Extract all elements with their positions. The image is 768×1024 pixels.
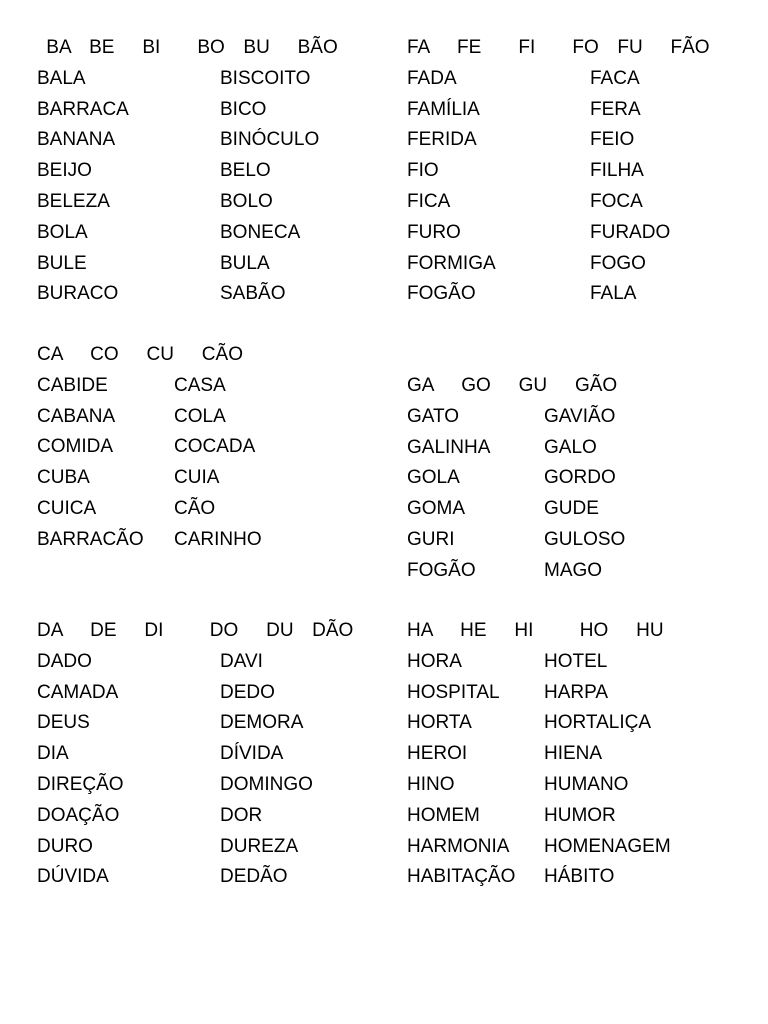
- word: DOR: [220, 804, 263, 826]
- word-row: [407, 708, 737, 739]
- word: BICO: [220, 98, 267, 120]
- section-b: [37, 33, 367, 310]
- word: BISCOITO: [220, 67, 311, 89]
- word-row: [37, 647, 367, 678]
- word: SABÃO: [220, 283, 286, 305]
- word: FIO: [407, 160, 439, 182]
- word: FURADO: [590, 221, 671, 243]
- section-h: [407, 616, 737, 893]
- word: HOTEL: [544, 650, 608, 672]
- word: DUREZA: [220, 835, 299, 857]
- word: FAMÍLIA: [407, 98, 480, 120]
- word: CUIA: [174, 467, 220, 489]
- word-row: [37, 862, 367, 893]
- word: HIENA: [544, 743, 603, 765]
- word: CAMADA: [37, 681, 119, 703]
- word-row: [407, 801, 737, 832]
- word-row: [37, 402, 367, 433]
- word-row: [407, 494, 737, 525]
- word-row: [37, 187, 367, 218]
- word: DÚVIDA: [37, 866, 109, 888]
- word: GOLA: [407, 467, 460, 489]
- word: CUBA: [37, 467, 90, 489]
- word-row: [37, 95, 367, 126]
- word-row: [407, 95, 737, 126]
- word: FADA: [407, 67, 457, 89]
- word: GALINHA: [407, 436, 491, 458]
- word: DAVI: [220, 650, 263, 672]
- section-f: [407, 33, 737, 310]
- section-header: [407, 616, 737, 647]
- word: DOAÇÃO: [37, 804, 120, 826]
- word-row: [37, 64, 367, 95]
- syllables-header: FA FE FI FO FU FÃO: [407, 37, 710, 58]
- word: BANANA: [37, 129, 116, 151]
- word-row: [407, 862, 737, 893]
- word: DIREÇÃO: [37, 773, 124, 795]
- word: GAVIÃO: [544, 405, 616, 427]
- word: BARRACA: [37, 98, 129, 120]
- word-row: [407, 770, 737, 801]
- word: BEIJO: [37, 160, 92, 182]
- word: DÍVIDA: [220, 743, 284, 765]
- word: HABITAÇÃO: [407, 866, 516, 888]
- word: DEDO: [220, 681, 275, 703]
- word: HINO: [407, 773, 455, 795]
- word: FALA: [590, 283, 637, 305]
- word: FORMIGA: [407, 252, 496, 274]
- word-row: [407, 678, 737, 709]
- word-row: [407, 249, 737, 280]
- word: MAGO: [544, 559, 603, 581]
- word: DIA: [37, 743, 69, 765]
- word: CABANA: [37, 405, 116, 427]
- word-row: [407, 556, 737, 587]
- word: GORDO: [544, 467, 616, 489]
- section-g: [407, 371, 737, 587]
- word-row: [37, 494, 367, 525]
- word: GULOSO: [544, 528, 626, 550]
- word: HUMANO: [544, 773, 629, 795]
- word: FOCA: [590, 190, 643, 212]
- word-row: [37, 525, 367, 556]
- word: GALO: [544, 436, 597, 458]
- word: HARMONIA: [407, 835, 510, 857]
- word-row: [37, 463, 367, 494]
- word: FEIO: [590, 129, 635, 151]
- word: CABIDE: [37, 374, 108, 396]
- word-row: [37, 678, 367, 709]
- word-row: [37, 249, 367, 280]
- word-row: [37, 279, 367, 310]
- word: DADO: [37, 650, 92, 672]
- word: CUICA: [37, 497, 97, 519]
- word-row: [37, 770, 367, 801]
- word: BALA: [37, 67, 86, 89]
- word: BONECA: [220, 221, 301, 243]
- word: CÃO: [174, 497, 216, 519]
- word: COLA: [174, 405, 226, 427]
- word-row: [407, 125, 737, 156]
- word: FICA: [407, 190, 451, 212]
- word: BURACO: [37, 283, 119, 305]
- word: HARPA: [544, 681, 609, 703]
- word: FOGÃO: [407, 559, 476, 581]
- word: HEROI: [407, 743, 468, 765]
- word: HORTALIÇA: [544, 712, 651, 734]
- word-row: [407, 402, 737, 433]
- word-row: [37, 156, 367, 187]
- word: BULA: [220, 252, 270, 274]
- word-row: [407, 647, 737, 678]
- word: COMIDA: [37, 436, 113, 458]
- section-d: [37, 616, 367, 893]
- word-row: [37, 739, 367, 770]
- word: DOMINGO: [220, 773, 313, 795]
- word: HÁBITO: [544, 866, 615, 888]
- word-row: [37, 708, 367, 739]
- syllables-header: BA BE BI BO BU BÃO: [37, 37, 338, 58]
- word: HORTA: [407, 712, 472, 734]
- word: FOGO: [590, 252, 646, 274]
- syllables-header: CA CO CU CÃO: [37, 344, 243, 365]
- word-row: [37, 832, 367, 863]
- word-row: [407, 433, 737, 464]
- word: HORA: [407, 650, 462, 672]
- word-row: [407, 463, 737, 494]
- section-header: [407, 371, 737, 402]
- word: DURO: [37, 835, 93, 857]
- word: FILHA: [590, 160, 644, 182]
- word: BINÓCULO: [220, 129, 320, 151]
- syllables-header: HA HE HI HO HU: [407, 620, 664, 641]
- word: GURI: [407, 528, 455, 550]
- word-row: [37, 371, 367, 402]
- word-row: [407, 279, 737, 310]
- word: DEMORA: [220, 712, 304, 734]
- word: HOMENAGEM: [544, 835, 671, 857]
- section-header: [37, 33, 367, 64]
- word-row: [37, 801, 367, 832]
- section-c: [37, 340, 367, 556]
- section-header: [407, 33, 737, 64]
- word-row: [37, 218, 367, 249]
- section-header: [37, 340, 367, 371]
- word-row: [407, 739, 737, 770]
- word-row: [407, 156, 737, 187]
- word: GUDE: [544, 498, 599, 520]
- word: BELEZA: [37, 190, 110, 212]
- word-row: [407, 218, 737, 249]
- word: HOSPITAL: [407, 681, 500, 703]
- word-row: [37, 125, 367, 156]
- word: BULE: [37, 252, 87, 274]
- word: BARRACÃO: [37, 528, 144, 550]
- word: FERIDA: [407, 129, 477, 151]
- word: HUMOR: [544, 804, 616, 826]
- syllables-header: DA DE DI DO DU DÃO: [37, 620, 354, 641]
- word-row: [37, 432, 367, 463]
- word-row: [407, 187, 737, 218]
- word: COCADA: [174, 436, 256, 458]
- word-row: [407, 525, 737, 556]
- word: BOLA: [37, 221, 88, 243]
- section-header: [37, 616, 367, 647]
- word: FACA: [590, 67, 640, 89]
- word: GATO: [407, 405, 460, 427]
- word-row: [407, 832, 737, 863]
- word: FURO: [407, 221, 461, 243]
- word: DEUS: [37, 712, 90, 734]
- word: FERA: [590, 98, 641, 120]
- syllables-header: GA GO GU GÃO: [407, 375, 618, 396]
- word: BOLO: [220, 190, 273, 212]
- word: BELO: [220, 160, 271, 182]
- word: GOMA: [407, 498, 466, 520]
- word: DEDÃO: [220, 866, 288, 888]
- word: FOGÃO: [407, 283, 476, 305]
- word-row: [407, 64, 737, 95]
- word: CARINHO: [174, 528, 262, 550]
- word: CASA: [174, 374, 226, 396]
- word: HOMEM: [407, 804, 480, 826]
